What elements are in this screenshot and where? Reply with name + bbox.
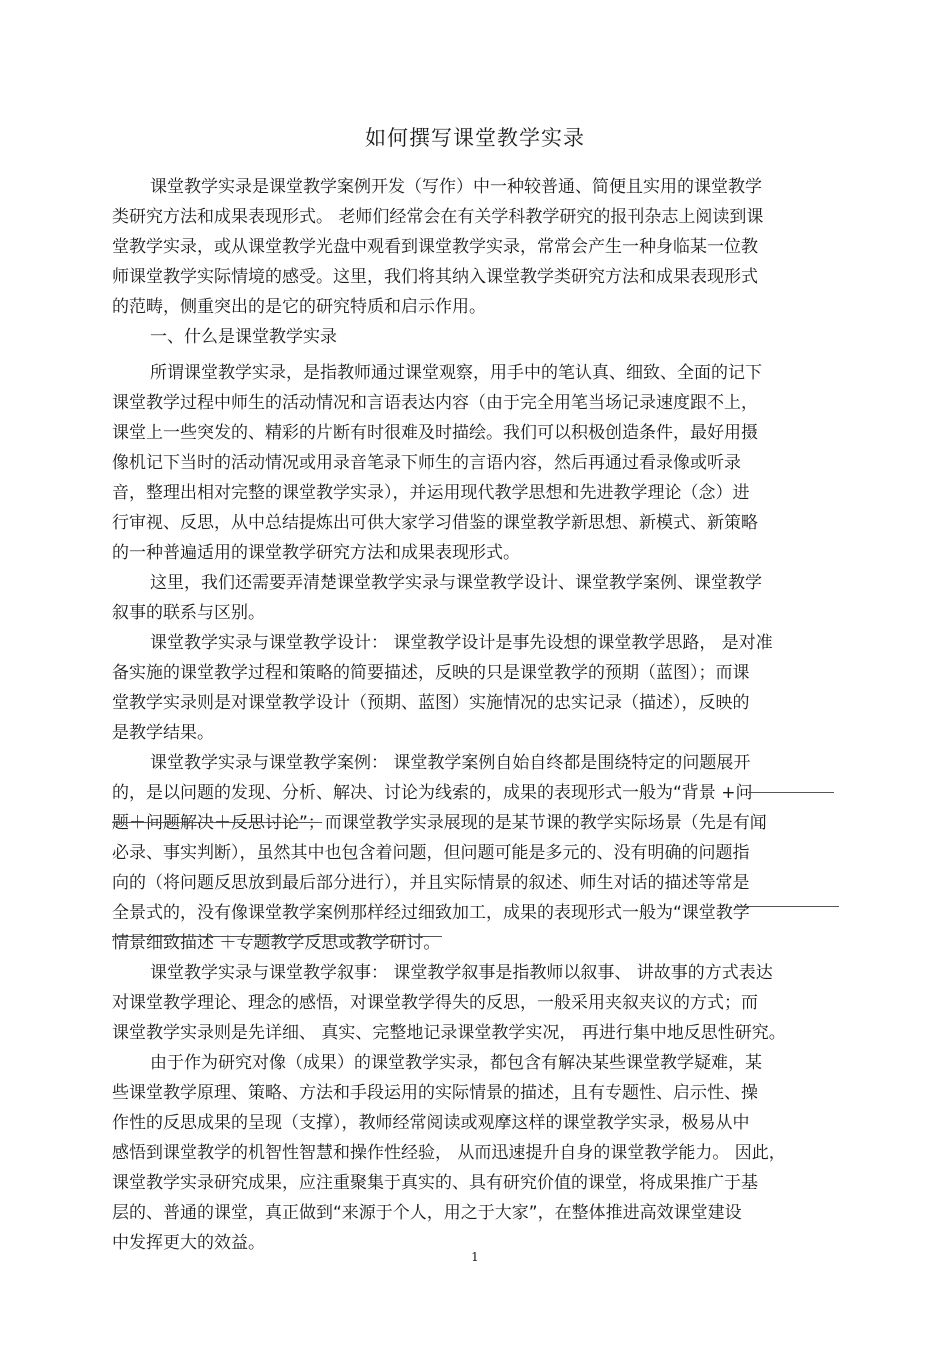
paragraph-line: 像机记下当时的活动情况或用录音笔录下师生的言语内容，然后再通过看录像或听录	[112, 453, 741, 473]
paragraph-line: 是教学结果。	[112, 723, 214, 743]
paragraph-line: 课堂上一些突发的、精彩的片断有时很难及时描绘。我们可以积极创造条件，最好用摄	[112, 423, 758, 443]
paragraph-first-line: 课堂教学实录与课堂教学叙事： 课堂教学叙事是指教师以叙事、 讲故事的方式表达	[150, 963, 773, 983]
paragraph-line: 课堂教学过程中师生的活动情况和言语表达内容（由于完全用笔当场记录速度跟不上，	[112, 393, 758, 413]
paragraph-first-line: 课堂教学实录与课堂教学案例： 课堂教学案例自始自终都是围绕特定的问题展开	[150, 753, 751, 773]
paragraph-line: 音，整理出相对完整的课堂教学实录），并运用现代教学思想和先进教学理论（念）进	[112, 483, 750, 503]
paragraph-first-line: 这里，我们还需要弄清楚课堂教学实录与课堂教学设计、课堂教学案例、课堂教学	[150, 573, 762, 593]
paragraph-line: 类研究方法和成果表现形式。 老师们经常会在有关学科教学研究的报刊杂志上阅读到课	[112, 207, 764, 227]
page-number: 1	[471, 1250, 479, 1264]
paragraph-line: 感悟到课堂教学的机智性智慧和操作性经验， 从而迅速提升自身的课堂教学能力。 因此，	[112, 1143, 786, 1163]
paragraph-line: 全景式的，没有像课堂教学案例那样经过细致加工，成果的表现形式一般为“课堂教学	[112, 903, 750, 923]
underline-mark	[748, 792, 834, 793]
paragraph-line: 课堂教学实录则是先详细、 真实、完整地记录课堂教学实况， 再进行集中地反思性研究。	[112, 1023, 786, 1043]
paragraph-line: 情景细致描述 ＋专题教学反思或教学研讨。	[112, 933, 441, 953]
paragraph-first-line: 一、什么是课堂教学实录	[150, 327, 337, 347]
underline-mark	[112, 822, 322, 823]
paragraph-first-line: 所谓课堂教学实录，是指教师通过课堂观察，用手中的笔认真、细致、全面的记下	[150, 363, 762, 383]
paragraph-line: 层的、普通的课堂，真正做到“来源于个人，用之于大家”，在整体推进高效课堂建设	[112, 1203, 742, 1223]
paragraph-first-line: 课堂教学实录是课堂教学案例开发（写作）中一种较普通、简便且实用的课堂教学	[150, 177, 762, 197]
paragraph-line: 些课堂教学原理、策略、方法和手段运用的实际情景的描述，且有专题性、启示性、操	[112, 1083, 758, 1103]
paragraph-line: 中发挥更大的效益。	[112, 1233, 265, 1253]
paragraph-line: 叙事的联系与区别。	[112, 603, 265, 623]
paragraph-line: 备实施的课堂教学过程和策略的简要描述，反映的只是课堂教学的预期（蓝图）；而课	[112, 663, 750, 683]
paragraph-line: 向的（将问题反思放到最后部分进行），并且实际情景的叙述、师生对话的描述等常是	[112, 873, 750, 893]
paragraph-first-line: 由于作为研究对像（成果）的课堂教学实录，都包含有解决某些课堂教学疑难，某	[150, 1053, 762, 1073]
document-title: 如何撰写课堂教学实录	[365, 126, 585, 150]
paragraph-line: 题＋问题解决＋反思讨论”；而课堂教学实录展现的是某节课的教学实际场景（先是有闻	[112, 813, 767, 833]
paragraph-line: 课堂教学实录研究成果，应注重聚集于真实的、具有研究价值的课堂，将成果推广于基	[112, 1173, 758, 1193]
paragraph-line: 对课堂教学理论、理念的感悟，对课堂教学得失的反思，一般采用夹叙夹议的方式；而	[112, 993, 758, 1013]
paragraph-line: 的，是以问题的发现、分析、解决、讨论为线索的，成果的表现形式一般为“背景 +问	[112, 783, 753, 803]
paragraph-line: 作性的反思成果的呈现（支撑），教师经常阅读或观摩这样的课堂教学实录，极易从中	[112, 1113, 750, 1133]
paragraph-line: 的一种普遍适用的课堂教学研究方法和成果表现形式。	[112, 543, 520, 563]
paragraph-first-line: 课堂教学实录与课堂教学设计： 课堂教学设计是事先设想的课堂教学思路， 是对准	[150, 633, 773, 653]
underline-mark	[735, 906, 839, 907]
paragraph-line: 堂教学实录，或从课堂教学光盘中观看到课堂教学实录，常常会产生一种身临某一位教	[112, 237, 758, 257]
paragraph-line: 必录、事实判断），虽然其中也包含着问题，但问题可能是多元的、没有明确的问题指	[112, 843, 750, 863]
paragraph-line: 的范畴，侧重突出的是它的研究特质和启示作用。	[112, 297, 486, 317]
paragraph-line: 行审视、反思，从中总结提炼出可供大家学习借鉴的课堂教学新思想、新模式、新策略	[112, 513, 758, 533]
underline-mark	[112, 936, 442, 937]
paragraph-line: 堂教学实录则是对课堂教学设计（预期、蓝图）实施情况的忠实记录（描述），反映的	[112, 693, 750, 713]
paragraph-line: 师课堂教学实际情境的感受。这里，我们将其纳入课堂教学类研究方法和成果表现形式	[112, 267, 758, 287]
